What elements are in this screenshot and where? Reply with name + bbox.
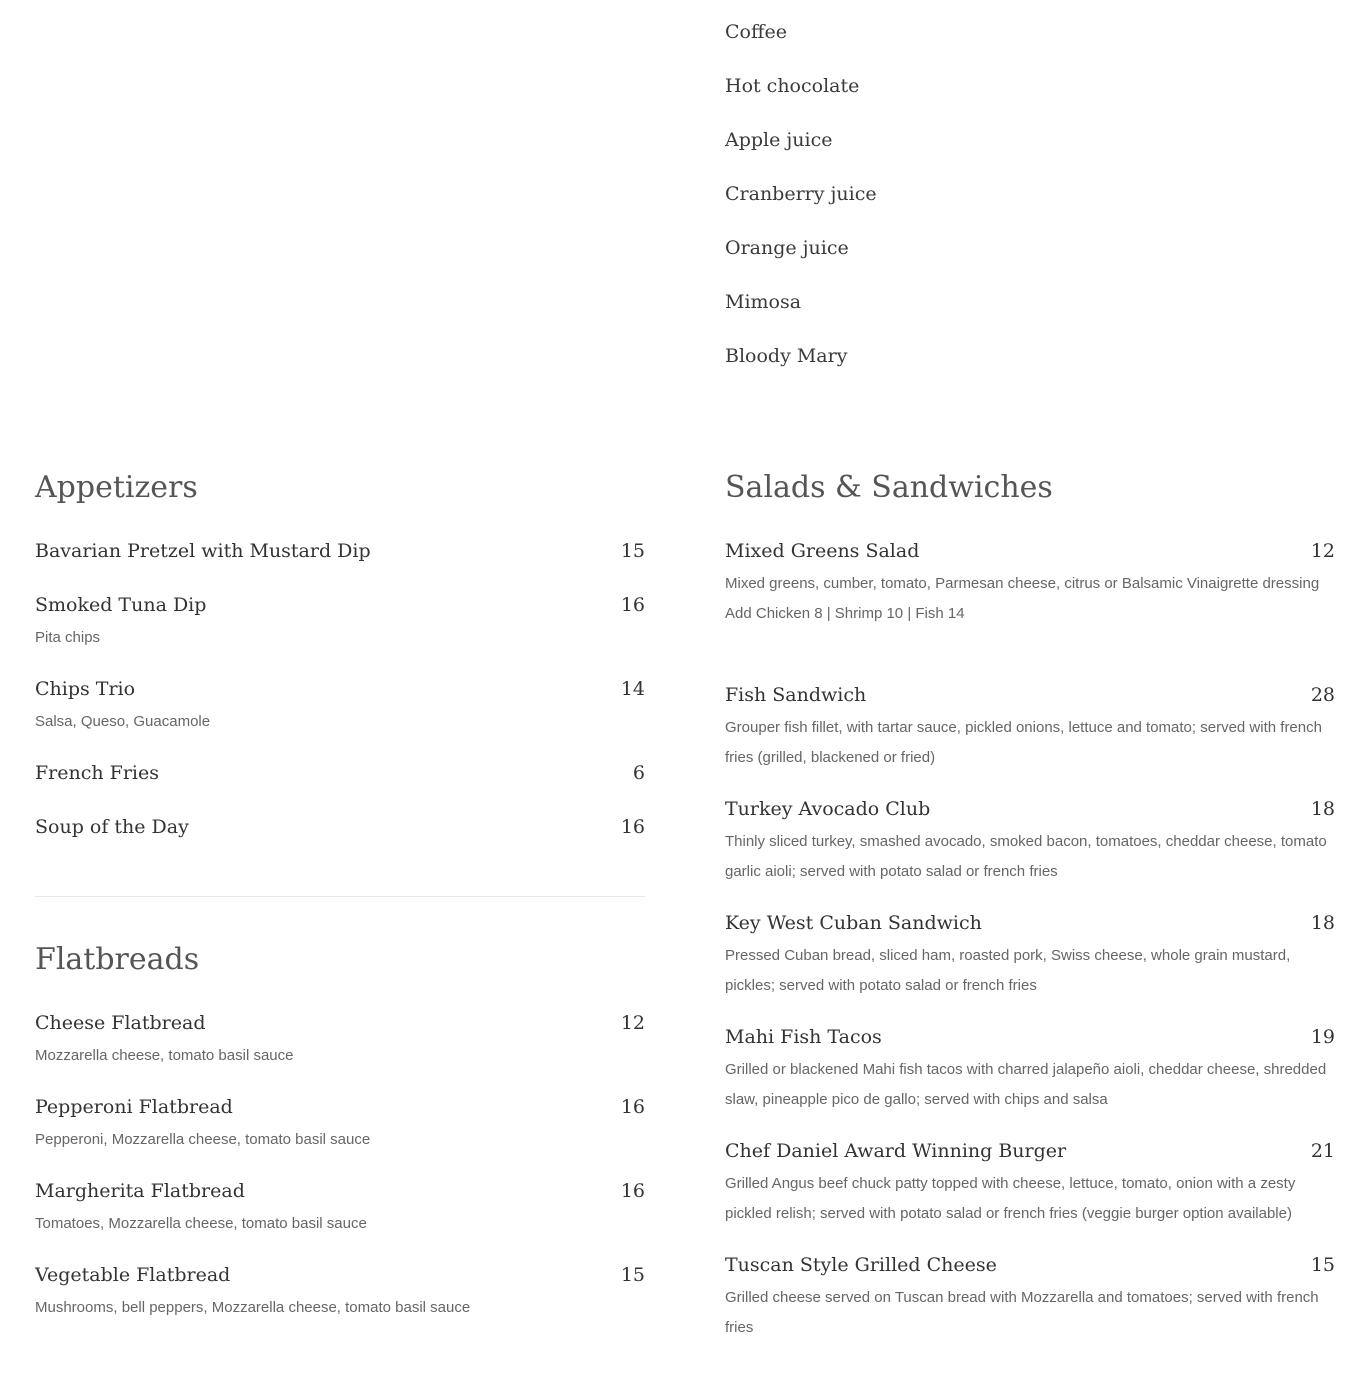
item-name: Tuscan Style Grilled Cheese <box>725 1254 997 1276</box>
item-name: Soup of the Day <box>35 816 189 838</box>
item-price: 19 <box>1310 1026 1335 1048</box>
item-price: 16 <box>620 816 645 838</box>
item-description: Grilled cheese served on Tuscan bread with Mozzarella and tomatoes; served with french fries <box>725 1289 1319 1336</box>
item-price: 16 <box>620 1096 645 1118</box>
item-description-text: Mixed greens, cumber, tomato, Parmesan cheese, citrus or Balsamic Vinaigrette dressing <box>725 575 1320 592</box>
item-name: Vegetable Flatbread <box>35 1264 231 1286</box>
drink-item: Cranberry juice <box>725 183 877 205</box>
item-name: Margherita Flatbread <box>35 1180 245 1202</box>
item-name: Cheese Flatbread <box>35 1012 206 1034</box>
item-name: Mixed Greens Salad <box>725 540 920 562</box>
item-price: 12 <box>1310 540 1335 562</box>
item-price: 16 <box>620 1180 645 1202</box>
item-description: Grilled or blackened Mahi fish tacos with charred jalapeño aioli, cheddar cheese, shredded slaw, pineapple pico de gallo; served with chips and salsa <box>725 1061 1327 1108</box>
item-price: 16 <box>620 594 645 616</box>
item-name: Chef Daniel Award Winning Burger <box>725 1140 1067 1162</box>
item-description: Pepperoni, Mozzarella cheese, tomato basil sauce <box>35 1131 371 1148</box>
drink-item: Orange juice <box>725 237 849 259</box>
item-description: Tomatoes, Mozzarella cheese, tomato basil sauce <box>35 1215 367 1232</box>
item-price: 15 <box>620 1264 645 1286</box>
item-price: 28 <box>1310 684 1335 706</box>
item-price: 15 <box>620 540 645 562</box>
item-description: Pita chips <box>35 629 101 646</box>
item-description: Mozzarella cheese, tomato basil sauce <box>35 1047 294 1064</box>
item-addons: Add Chicken 8 | Shrimp 10 | Fish 14 <box>725 605 965 622</box>
section-title-flatbreads: Flatbreads <box>35 942 200 977</box>
item-price: 14 <box>620 678 645 700</box>
drink-item: Bloody Mary <box>725 345 848 367</box>
drink-item: Mimosa <box>725 291 802 313</box>
item-name: French Fries <box>35 762 160 784</box>
item-description: Grouper fish fillet, with tartar sauce, pickled onions, lettuce and tomato; served with french fries (grilled, blackened or fried) <box>725 719 1322 766</box>
item-description: Grilled Angus beef chuck patty topped with cheese, lettuce, tomato, onion with a zesty pickled relish; served with potato salad or french fries (veggie burger option available) <box>725 1175 1296 1222</box>
item-name: Turkey Avocado Club <box>725 798 931 820</box>
item-name: Pepperoni Flatbread <box>35 1096 233 1118</box>
section-divider <box>35 896 645 897</box>
item-name: Mahi Fish Tacos <box>725 1026 882 1048</box>
item-name: Smoked Tuna Dip <box>35 594 207 616</box>
item-price: 6 <box>632 762 645 784</box>
drink-item: Apple juice <box>725 129 833 151</box>
item-name: Chips Trio <box>35 678 136 700</box>
drink-item: Hot chocolate <box>725 75 860 97</box>
item-description <box>725 569 1335 629</box>
section-title-appetizers: Appetizers <box>35 470 198 505</box>
item-price: 18 <box>1310 798 1335 820</box>
item-description: Pressed Cuban bread, sliced ham, roasted pork, Swiss cheese, whole grain mustard, pickles; served with potato salad or french fries <box>725 947 1291 994</box>
item-price: 18 <box>1310 912 1335 934</box>
item-price: 21 <box>1310 1140 1335 1162</box>
section-title-salads-sandwiches: Salads & Sandwiches <box>725 470 1053 505</box>
item-description: Mushrooms, bell peppers, Mozzarella cheese, tomato basil sauce <box>35 1299 471 1316</box>
item-name: Fish Sandwich <box>725 684 867 706</box>
item-name: Key West Cuban Sandwich <box>725 912 982 934</box>
item-name: Bavarian Pretzel with Mustard Dip <box>35 540 371 562</box>
item-price: 12 <box>620 1012 645 1034</box>
item-description: Thinly sliced turkey, smashed avocado, smoked bacon, tomatoes, cheddar cheese, tomato garlic aioli; served with potato salad or french fries <box>725 833 1327 880</box>
drink-item: Coffee <box>725 21 787 43</box>
item-price: 15 <box>1310 1254 1335 1276</box>
item-description: Salsa, Queso, Guacamole <box>35 713 211 730</box>
